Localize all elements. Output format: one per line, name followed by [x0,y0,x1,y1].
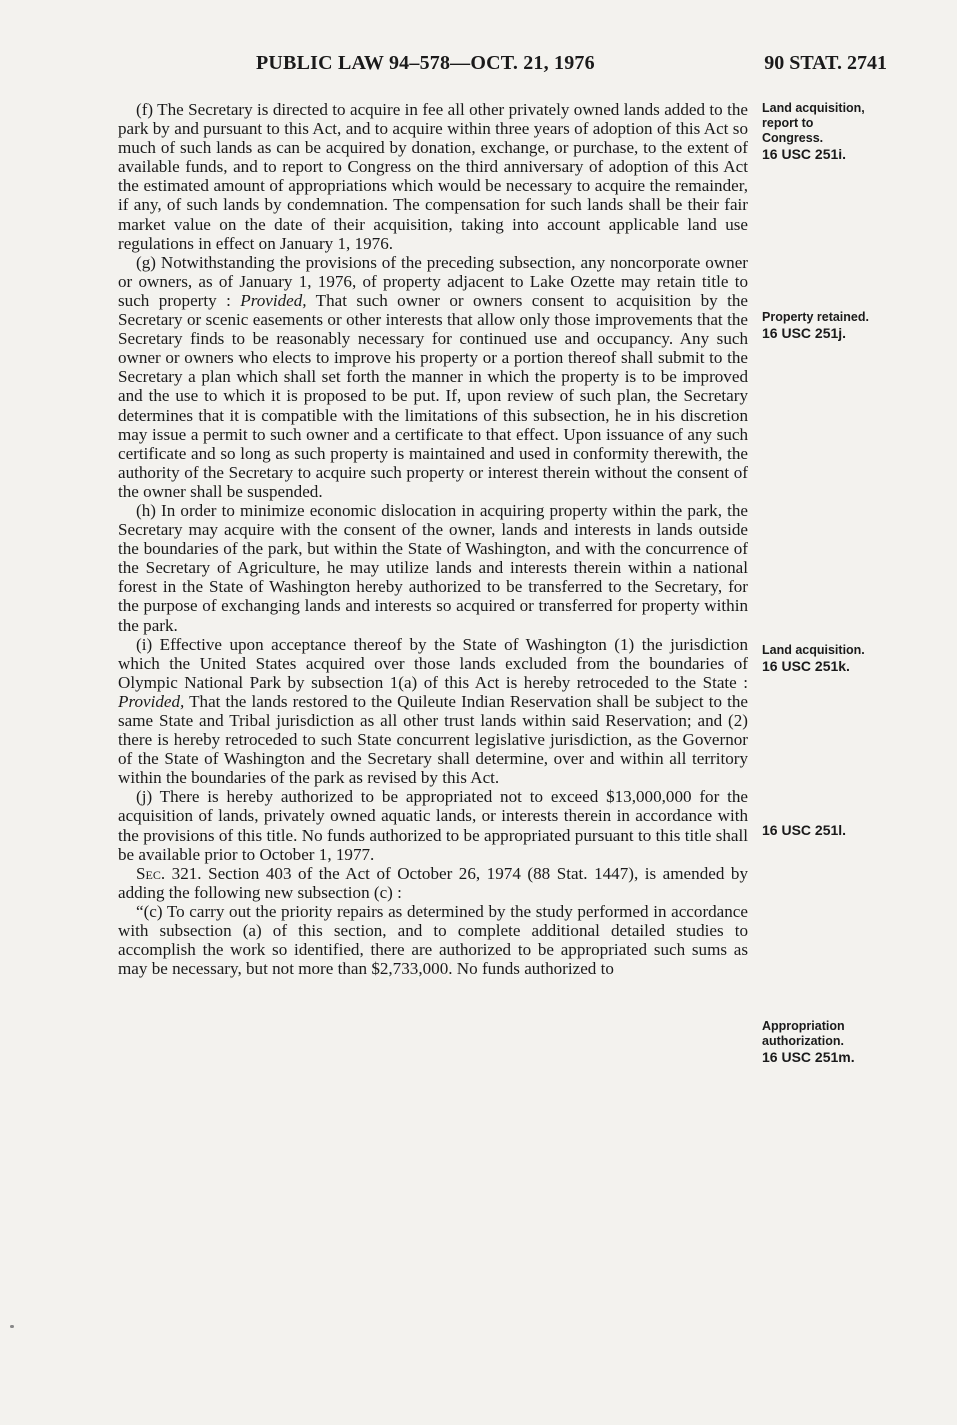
margin-note-land-acquisition [762,643,912,675]
section-label: Sec. [136,863,166,883]
margin-note-jurisdiction [762,822,912,839]
margin-note-line: authorization. [762,1034,844,1048]
subsection-g-text-2: That such owner or owners consent to acquisition by the Secretary or scenic easements or other interests that allow only those improvements that the Secretary finds to be reasonably necessary for continued use and occupancy. Any such owner or owners who elects to improve his property or a portion thereof shall submit to the Secretary a plan which shall set forth the manner in which the property is to be improved and the use to which it is proposed to be put. If, upon review of such plan, the Secretary determines that it is compatible with the limitations of this subsection, he in his discretion may issue a permit to such owner and a certificate to that effect. Upon issuance of any such certificate and so long as such property is maintained and used in conformity therewith, the authority of the Secretary to acquire such property or interest therein without the consent of the owner shall be suspended. [118,290,748,501]
subsection-i [118,635,748,788]
subsection-h: (h) In order to minimize economic dislocation in acquiring property within the park, the Secretary may acquire with the consent of the owner, lands and interests in lands outside the boundaries of the park, but within the State of Washington, and with the concurrence of the Secretary of Agriculture, he may utilize lands and interests therein within a national forest in the State of Washington hereby authorized to be transferred to the Secretary, for the purpose of exchanging lands and interests so acquired or transferred for property within the park. [118,500,748,635]
subsection-g [118,253,748,501]
margin-note-property-retained [762,310,912,342]
usc-citation: 16 USC 251i. [762,146,847,162]
scan-speck [10,1325,14,1328]
margin-note-line: Appropriation [762,1019,845,1033]
margin-note-line: Land acquisition. [762,643,865,657]
subsection-i-text-1: (i) Effective upon acceptance thereof by the State of Washington (1) the jurisdiction which the United States acquired over those lands excluded from the boundaries of Olympic National Park by subsection 1(a) of this Act is hereby retroceded to the State : [118,634,748,692]
margin-note-line: Land acquisition, [762,101,865,115]
subsection-j: (j) There is hereby authorized to be appropriated not to exceed $13,000,000 for the acquisition of lands, privately owned aquatic lands, or interests therein in accordance with the provisions of this title. No funds authorized to be appropriated pursuant to this title shall be available prior to October 1, 1977. [118,787,748,864]
usc-citation: 16 USC 251m. [762,1049,855,1065]
section-321-text: 321. Section 403 of the Act of October 26, 1974 (88 Stat. 1447), is amended by adding the following new subsection (c) : [118,863,748,902]
page-header [0,52,957,82]
body-text-column [118,100,748,978]
running-head-title: PUBLIC LAW 94–578—OCT. 21, 1976 [256,52,595,74]
subsection-g-text-1: (g) Notwithstanding the provisions of the preceding subsection, any noncorporate owner or owners, as of January 1, 1976, of property adjacent to Lake Ozette may retain title to such property : [118,252,748,310]
proviso-italic: Provided, [118,691,185,711]
margin-note-line: Property retained. [762,310,869,324]
statute-page-number: 90 STAT. 2741 [764,52,887,74]
subsection-c-quote: “(c) To carry out the priority repairs as determined by the study performed in accordance with subsection (a) of this section, and to complete additional detailed studies to accomplish the work so identified, there are authorized to be appropriated such sums as may be necessary, but not more than $2,733,000. No funds authorized to [118,901,748,979]
margin-note-line: report to [762,116,814,130]
margin-note-appropriation [762,1019,912,1066]
margin-note-land-acquisition-report [762,101,912,163]
usc-citation: 16 USC 251k. [762,658,850,674]
section-321 [118,864,748,902]
subsection-i-text-2: That the lands restored to the Quileute Indian Reservation shall be subject to the same State and Tribal jurisdiction as all other trust lands within said Reservation; and (2) there is hereby retroceded to such State concurrent legislative jurisdiction, as the Governor of the State of Washington and the Secretary shall determine, over and within all territory within the boundaries of the park as revised by this Act. [118,691,748,788]
usc-citation: 16 USC 251l. [762,822,847,838]
proviso-italic: Provided, [240,290,307,310]
usc-citation: 16 USC 251j. [762,325,847,341]
subsection-f: (f) The Secretary is directed to acquire in fee all other privately owned lands added to the park by and pursuant to this Act, and to acquire within three years of adoption of this Act so much of such lands as can be acquired by donation, exchange, or purchase, to the extent of available funds, and to report to Congress on the third anniversary of adoption of this Act the estimated amount of appropriations which would be necessary to acquire the remainder, if any, of such lands by condemnation. The compensation for such lands shall be their fair market value on the date of their acquisition, taking into account applicable land use regulations in effect on January 1, 1976. [118,100,748,253]
margin-note-line: Congress. [762,131,824,145]
